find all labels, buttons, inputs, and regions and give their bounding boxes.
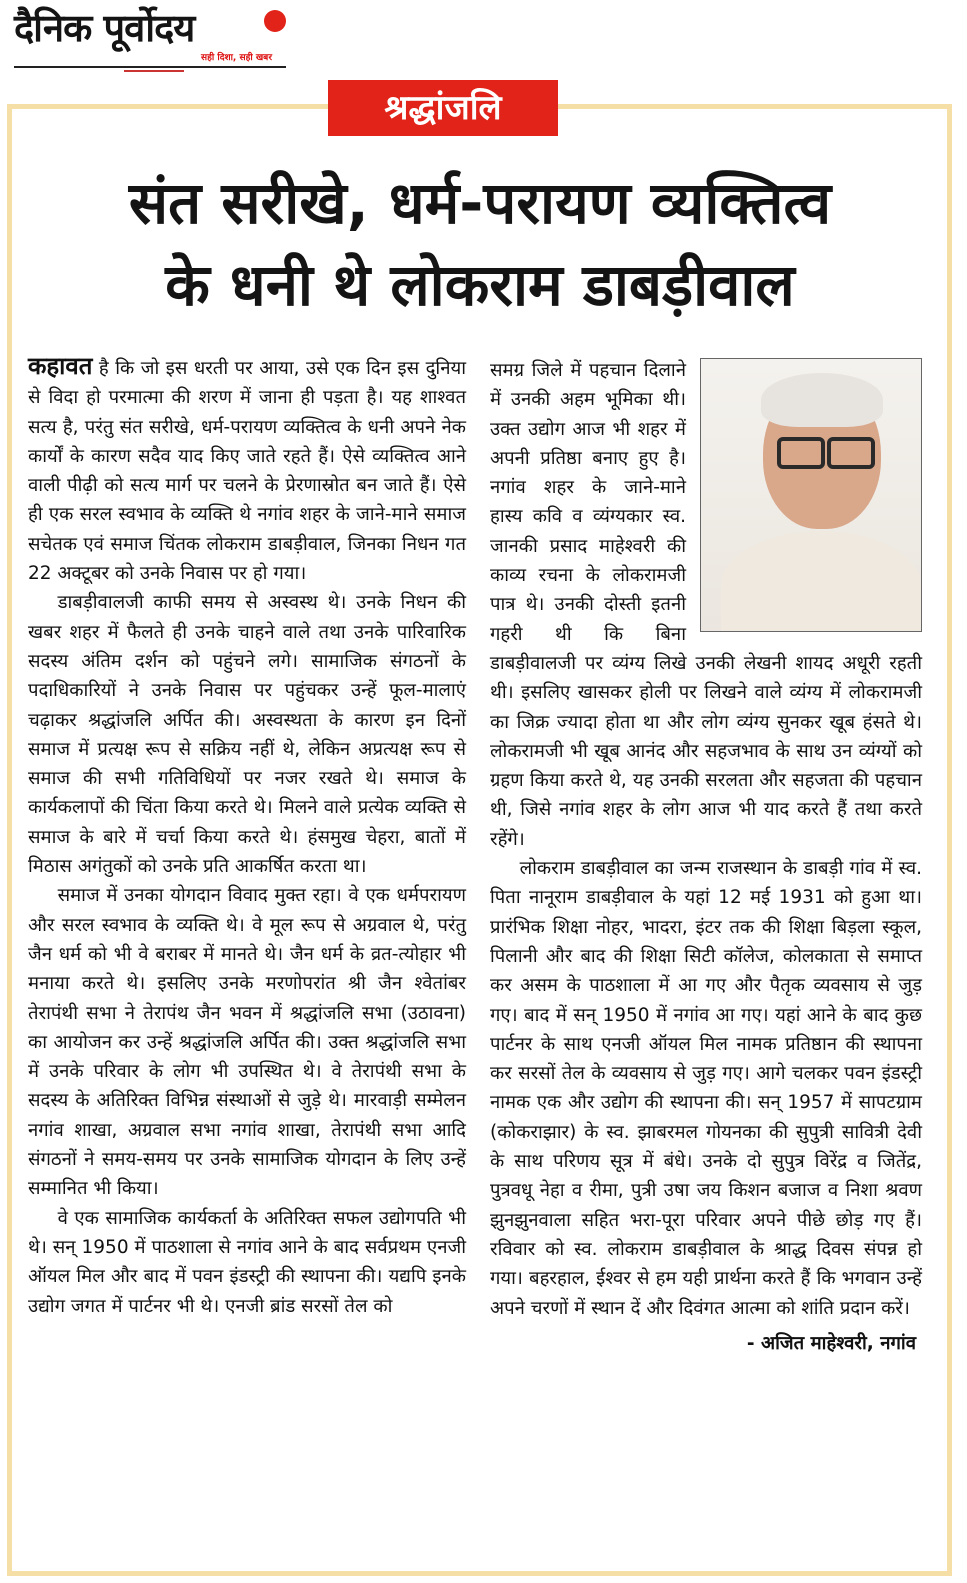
portrait-shirt bbox=[721, 531, 921, 632]
newspaper-tagline: सही दिशा, सही खबर bbox=[201, 53, 272, 63]
portrait-hair bbox=[761, 373, 883, 427]
section-tag: श्रद्धांजलि bbox=[328, 80, 558, 136]
lead-word: कहावत bbox=[28, 352, 93, 380]
paragraph: डाबड़ीवालजी काफी समय से अस्वस्थ थे। उनके निधन की खबर शहर में फैलते ही उनके चाहने वाले तथा उनके पारिवारिक सदस्य अंतिम दर्शन को पहुंचने लगे। सामाजिक संगठनों के पदाधिकारियों ने उनके निवास पर पहुंचकर उन्हें फूल-मालाएं चढ़ाकर श्रद्धांजलि अर्पित की। अस्वस्थता के कारण इन दिनों समाज में प्रत्यक्ष रूप से सक्रिय नहीं थे, लेकिन अप्रत्यक्ष रूप से समाज की सभी गतिविधियों पर नजर रखते थे। समाज के कार्यकलापों की चिंता किया करते थे। मिलने वाले प्रत्येक व्यक्ति से समाज के बारे में चर्चा किया करते थे। हंसमुख चेहरा, बातों में मिठास अगंतुकों को उनके प्रति आकर्षित करता था। bbox=[28, 592, 466, 878]
logo-dot-icon bbox=[264, 10, 286, 32]
headline-line-1: संत सरीखे, धर्म-परायण व्यक्तित्व bbox=[128, 169, 832, 237]
eyeglasses-icon bbox=[777, 437, 825, 469]
paragraph: लोकराम डाबड़ीवाल का जन्म राजस्थान के डाबड़ी गांव में स्व. पिता नानूराम डाबड़ीवाल के यहां 12 मई 1931 को हुआ था। प्रारंभिक शिक्षा नोहर, भादरा, इंटर तक की शिक्षा बिड़ला स्कूल, पिलानी और बाद की शिक्षा सिटी कॉलेज, कोलकाता से समाप्त कर असम के पाठशाला में आ गए और पैतृक व्यवसाय से जुड़ गए। बाद में सन् 1950 में नगांव आ गए। यहां आने के बाद कुछ पार्टनर के साथ एनजी ऑयल मिल नामक प्रतिष्ठान की स्थापना कर सरसों तेल के व्यवसाय से जुड़ गए। आगे चलकर पवन इंडस्ट्री नामक एक और उद्योग की स्थापना की। सन् 1957 में सापटग्राम (कोकराझार) के स्व. झाबरमल गोयनका की सुपुत्री सावित्री देवी के साथ परिणय सूत्र में बंधे। उनके दो सुपुत्र विरेंद्र व जितेंद्र, पुत्रवधू नेहा व रीमा, पुत्री उषा जय किशन बजाज व निशा श्रवण झुनझुनवाला सहित भरा-पूरा परिवार अपने पीछे छोड़ गए हैं। रविवार को स्व. लोकराम डाबड़ीवाल के श्राद्ध दिवस संपन्न हो गया। बहरहाल, ईश्वर से हम यही प्रार्थना करते हैं कि भगवान उन्हें अपने चरणों में स्थान दें और दिवंगत आत्मा को शांति प्रदान करें। bbox=[490, 858, 922, 1319]
article-column-left bbox=[28, 352, 466, 1321]
paragraph: वे एक सामाजिक कार्यकर्ता के अतिरिक्त सफल उद्योगपति भी थे। सन् 1950 में पाठशाला से नगांव आने के बाद सर्वप्रथम एनजी ऑयल मिल और बाद में पवन इंडस्ट्री की स्थापना की। यद्यपि इनके उद्योग जगत में पार्टनर भी थे। एनजी ब्रांड सरसों तेल को bbox=[28, 1207, 466, 1317]
masthead-logo bbox=[14, 6, 284, 68]
portrait-photo bbox=[700, 358, 922, 632]
paragraph: समाज में उनका योगदान विवाद मुक्त रहा। वे एक धर्मपरायण और सरल स्वभाव के व्यक्ति थे। वे मूल रूप से अग्रवाल थे, परंतु जैन धर्म को भी वे बराबर में मानते थे। जैन धर्म के व्रत-त्योहार भी मनाया करते थे। इसलिए उनके मरणोपरांत श्री जैन श्वेतांबर तेरापंथी सभा ने तेरापंथ जैन भवन में श्रद्धांजलि सभा (उठावना) का आयोजन कर उन्हें श्रद्धांजलि अर्पित की। उक्त श्रद्धांजलि सभा में उनके परिवार के लोग भी उपस्थित थे। वे तेरापंथी सभा के सदस्य के अतिरिक्त विभिन्न संस्थाओं से जुड़े थे। मारवाड़ी सम्मेलन नगांव शाखा, अग्रवाल सभा नगांव शाखा, तेरापंथी सभा आदि संगठनों ने समय-समय पर उनके सामाजिक योगदान के लिए उन्हें सम्मानित भी किया। bbox=[28, 885, 466, 1200]
paragraph: समग्र जिले में पहचान दिलाने में उनकी अहम भूमिका थी। उक्त उद्योग आज भी शहर में अपनी प्रतिष्ठा बनाए हुए है। नगांव शहर के जाने-माने हास्य कवि व व्यंग्यकार स्व. जानकी प्रसाद माहेश्वरी की काव्य रचना के लोकरामजी पात्र थे। उनकी दोस्ती इतनी गहरी थी कि बिना डाबड़ीवालजी पर व्यंग्य लिखे उनकी लेखनी शायद अधूरी रहती थी। इसलिए खासकर होली पर लिखने वाले व्यंग्य में लोकरामजी का जिक्र ज्यादा होता था और लोग व्यंग्य सुनकर खूब हंसते थे। लोकरामजी भी खूब आनंद और सहजभाव के साथ उन व्यंग्यों को ग्रहण किया करते थे, यह उनकी सरलता और सहजता की पहचान थी, जिसे नगांव शहर के लोग आज भी याद करते हैं तथा करते रहेंगे। bbox=[490, 360, 922, 850]
paragraph-text: है कि जो इस धरती पर आया, उसे एक दिन इस दुनिया से विदा हो परमात्मा की शरण में जाना ही पड़ता है। यह शाश्वत सत्य है, परंतु संत सरीखे, धर्म-परायण व्यक्तित्व के धनी अपने नेक कार्यों के कारण सदैव याद किए जाते रहते हैं। ऐसे व्यक्तित्व आने वाली पीढ़ी को सत्य मार्ग पर चलने के प्रेरणास्रोत बन जाते हैं। ऐसे ही एक सरल स्वभाव के व्यक्ति थे नगांव शहर के जाने-माने समाज सचेतक एवं समाज चिंतक लोकराम डाबड़ीवाल, जिनका निधन गत 22 अक्टूबर को उनके निवास पर हो गया। bbox=[28, 358, 466, 585]
headline bbox=[30, 162, 930, 326]
headline-line-2: के धनी थे लोकराम डाबड़ीवाल bbox=[165, 251, 795, 319]
byline: - अजित माहेश्वरी, नगांव bbox=[746, 1332, 916, 1354]
paragraph bbox=[28, 352, 466, 588]
newspaper-name: दैनिक पूर्वोदय bbox=[14, 6, 195, 50]
eyeglasses-icon bbox=[827, 437, 875, 469]
masthead-rule bbox=[14, 66, 286, 68]
article-column-right bbox=[490, 356, 922, 1358]
masthead-accent-rule bbox=[124, 70, 184, 72]
